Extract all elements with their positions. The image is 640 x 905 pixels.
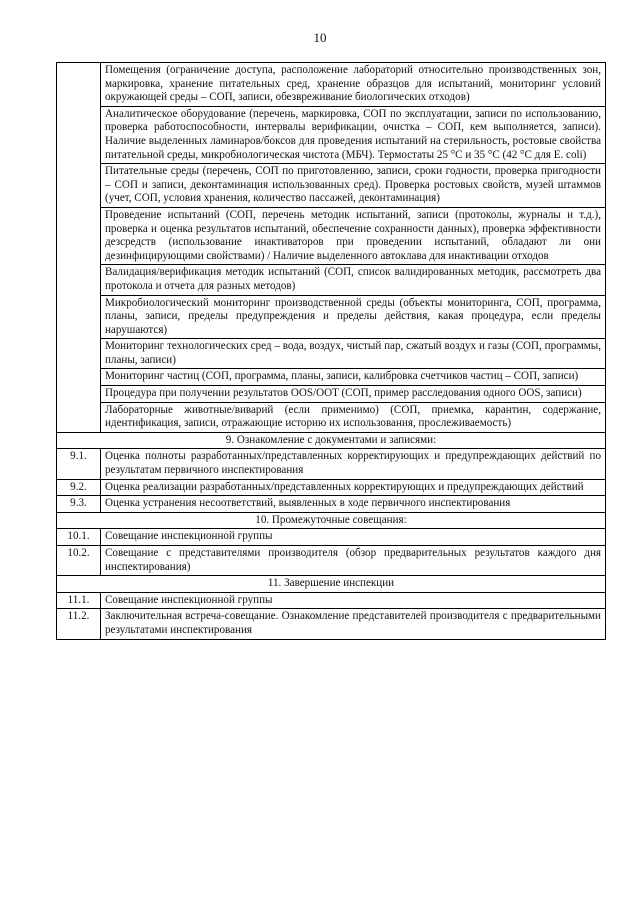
table-row (57, 106, 606, 163)
row-text: Микробиологический мониторинг производственной среды (объекты мониторинга, СОП, программа, планы, записи, пределы предупреждения и пределы действия, какая процедура, если пределы нарушаются) (101, 295, 606, 339)
row-text: Помещения (ограничение доступа, расположение лабораторий относительно производственных зон, маркировка, хранение питательных сред, хранение образцов для испытаний, мониторинг условий окружающей среды – СОП, записи, обезвреживание биологических отходов) (101, 63, 606, 107)
section-header-row (57, 432, 606, 449)
row-text: Проведение испытаний (СОП, перечень методик испытаний, записи (протоколы, журналы и т.д.), проверка и оценка результатов испытаний, обеспечение сохранности данных), проверка эффективности дезсредств (использование инактиваторов при проведении испытаний, обладают ли они дезинфицирующими свойствами) / Наличие выделенного автоклава для инактивации отходов (101, 207, 606, 264)
inspection-program-table (56, 62, 606, 640)
section-11-title: 11. Завершение инспекции (57, 576, 606, 593)
row-text: Совещание с представителями производителя (обзор предварительных результатов каждого дня инспектирования) (101, 546, 606, 576)
section-header-row (57, 576, 606, 593)
row-text: Совещание инспекционной группы (101, 592, 606, 609)
row-text: Оценка полноты разработанных/представленных корректирующих и предупреждающих действий по результатам первичного инспектирования (101, 449, 606, 479)
row-text: Валидация/верификация методик испытаний (СОП, список валидированных методик, рассмотреть два протокола и отчета для разных методов) (101, 265, 606, 295)
row-text: Лабораторные животные/виварий (если применимо) (СОП, приемка, карантин, содержание, идентификация, записи, отражающие историю их использования, прослеживаемость) (101, 402, 606, 432)
row-text: Питательные среды (перечень, СОП по приготовлению, записи, сроки годности, проверка пригодности – СОП и записи, деконтаминация использованных сред). Проверка ростовых свойств, музей штаммов (учет, СОП, условия хранения, количество пассажей, деконтаминация) (101, 164, 606, 208)
table-row (57, 295, 606, 339)
table-row (57, 592, 606, 609)
table-row (57, 546, 606, 576)
row-text: Заключительная встреча-совещание. Ознакомление представителей производителя с предварительными результатами инспектирования (101, 609, 606, 639)
table-row (57, 63, 606, 107)
table-row (57, 265, 606, 295)
table-row (57, 207, 606, 264)
row-text: Оценка устранения несоответствий, выявленных в ходе первичного инспектирования (101, 496, 606, 513)
row-text: Процедура при получении результатов OOS/OOT (СОП, пример расследования одного OOS, записи) (101, 386, 606, 403)
table-row (57, 479, 606, 496)
row-text: Оценка реализации разработанных/представленных корректирующих и предупреждающих действий (101, 479, 606, 496)
table-row (57, 339, 606, 369)
row-number-cell (57, 63, 101, 433)
section-header-row (57, 512, 606, 529)
page-number: 10 (313, 30, 327, 45)
table-row (57, 402, 606, 432)
row-number: 10.2. (57, 546, 101, 576)
section-10-title: 10. Промежуточные совещания: (57, 512, 606, 529)
table-row (57, 369, 606, 386)
row-number: 11.1. (57, 592, 101, 609)
row-text: Мониторинг частиц (СОП, программа, планы, записи, калибровка счетчиков частиц – СОП, записи) (101, 369, 606, 386)
row-number: 10.1. (57, 529, 101, 546)
table-row (57, 449, 606, 479)
row-number: 9.1. (57, 449, 101, 479)
row-text: Аналитическое оборудование (перечень, маркировка, СОП по эксплуатации, записи по использованию, проверка работоспособности, интервалы верификации, очистка – СОП, кем выполняется, записи). Наличие выделенных ламинаров/боксов для проведения испытаний на стерильность, ростовые свойства питательной среды, микробиологическая чистота (МБЧ). Термостаты 25 °C и 35 °C (42 °C для E. coli) (101, 106, 606, 163)
row-number: 9.2. (57, 479, 101, 496)
section-9-title: 9. Ознакомление с документами и записями: (57, 432, 606, 449)
table-row (57, 164, 606, 208)
row-text: Совещание инспекционной группы (101, 529, 606, 546)
row-number: 11.2. (57, 609, 101, 639)
row-number: 9.3. (57, 496, 101, 513)
table-row (57, 609, 606, 639)
table-row (57, 529, 606, 546)
table-row (57, 386, 606, 403)
table-row (57, 496, 606, 513)
row-text: Мониторинг технологических сред – вода, воздух, чистый пар, сжатый воздух и газы (СОП, программы, планы, записи) (101, 339, 606, 369)
